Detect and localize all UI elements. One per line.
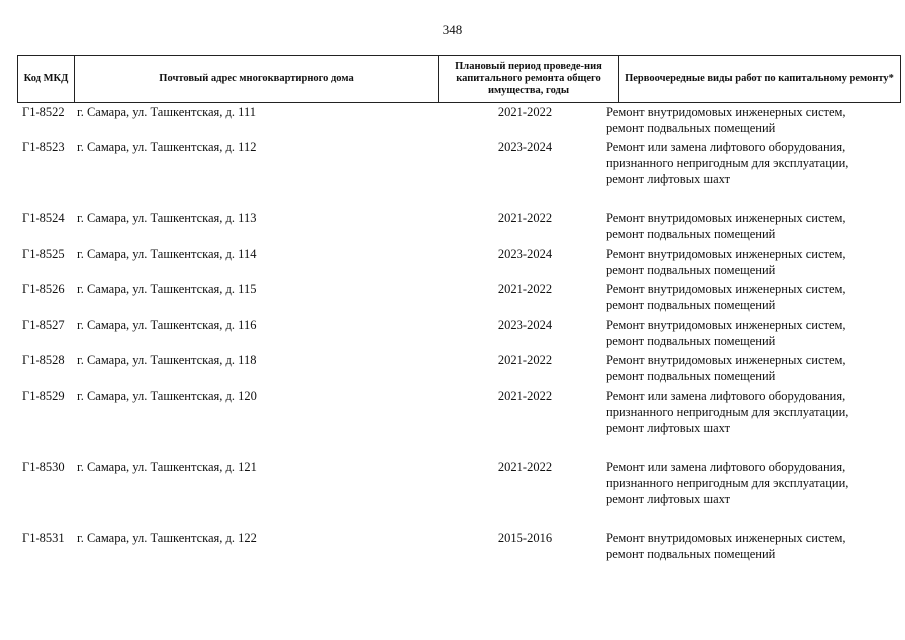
works-line: ремонт подвальных помещений (606, 547, 776, 561)
cell-works (606, 530, 846, 562)
works-line: Ремонт внутридомовых инженерных систем, (606, 105, 846, 119)
cell-works (606, 388, 848, 436)
cell-works (606, 317, 846, 349)
header-code: Код МКД (18, 56, 75, 103)
cell-address: г. Самара, ул. Ташкентская, д. 113 (77, 211, 257, 225)
cell-code: Г1-8530 (22, 460, 65, 474)
works-line: признанного непригодным для эксплуатации, (606, 405, 849, 419)
cell-period: 2021-2022 (497, 211, 553, 225)
cell-address: г. Самара, ул. Ташкентская, д. 115 (77, 282, 257, 296)
works-line: Ремонт или замена лифтового оборудования, (606, 140, 846, 154)
cell-period: 2015-2016 (497, 531, 553, 545)
works-line: Ремонт или замена лифтового оборудования, (606, 389, 846, 403)
works-line: ремонт подвальных помещений (606, 263, 776, 277)
cell-works (606, 281, 846, 313)
works-line: Ремонт внутридомовых инженерных систем, (606, 318, 846, 332)
cell-code: Г1-8527 (22, 318, 65, 332)
cell-address: г. Самара, ул. Ташкентская, д. 118 (77, 353, 257, 367)
cell-period: 2023-2024 (497, 140, 553, 154)
cell-period: 2021-2022 (497, 282, 553, 296)
works-line: ремонт подвальных помещений (606, 334, 776, 348)
works-line: Ремонт внутридомовых инженерных систем, (606, 211, 846, 225)
cell-works (606, 104, 846, 136)
cell-period: 2021-2022 (497, 353, 553, 367)
works-line: Ремонт внутридомовых инженерных систем, (606, 353, 846, 367)
cell-code: Г1-8523 (22, 140, 65, 154)
cell-works (606, 459, 848, 507)
works-line: Ремонт или замена лифтового оборудования, (606, 460, 846, 474)
works-line: Ремонт внутридомовых инженерных систем, (606, 531, 846, 545)
cell-address: г. Самара, ул. Ташкентская, д. 112 (77, 140, 257, 154)
cell-address: г. Самара, ул. Ташкентская, д. 111 (77, 105, 256, 119)
cell-address: г. Самара, ул. Ташкентская, д. 120 (77, 389, 257, 403)
cell-code: Г1-8529 (22, 389, 65, 403)
cell-address: г. Самара, ул. Ташкентская, д. 121 (77, 460, 257, 474)
works-line: ремонт лифтовых шахт (606, 492, 731, 506)
works-line: ремонт лифтовых шахт (606, 172, 731, 186)
cell-code: Г1-8531 (22, 531, 65, 545)
header-works: Первоочередные виды работ по капитальному ремонту* (619, 56, 901, 103)
cell-period: 2023-2024 (497, 247, 553, 261)
cell-code: Г1-8522 (22, 105, 65, 119)
cell-address: г. Самара, ул. Ташкентская, д. 116 (77, 318, 257, 332)
cell-works (606, 246, 846, 278)
works-line: ремонт подвальных помещений (606, 369, 776, 383)
works-line: Ремонт внутридомовых инженерных систем, (606, 247, 846, 261)
works-line: Ремонт внутридомовых инженерных систем, (606, 282, 846, 296)
header-address: Почтовый адрес многоквартирного дома (75, 56, 439, 103)
works-line: ремонт лифтовых шахт (606, 421, 731, 435)
cell-period: 2023-2024 (497, 318, 553, 332)
cell-code: Г1-8524 (22, 211, 65, 225)
cell-address: г. Самара, ул. Ташкентская, д. 114 (77, 247, 257, 261)
works-line: ремонт подвальных помещений (606, 227, 776, 241)
works-line: ремонт подвальных помещений (606, 298, 776, 312)
cell-period: 2021-2022 (497, 105, 553, 119)
cell-code: Г1-8525 (22, 247, 65, 261)
cell-code: Г1-8526 (22, 282, 65, 296)
cell-period: 2021-2022 (497, 460, 553, 474)
cell-address: г. Самара, ул. Ташкентская, д. 122 (77, 531, 257, 545)
page-number: 348 (442, 22, 463, 37)
cell-code: Г1-8528 (22, 353, 65, 367)
header-period: Плановый период проведе-ния капитального ремонта общего имущества, годы (439, 56, 619, 103)
cell-works (606, 210, 846, 242)
works-line: ремонт подвальных помещений (606, 121, 776, 135)
cell-works (606, 139, 848, 187)
works-line: признанного непригодным для эксплуатации, (606, 156, 849, 170)
cell-period: 2021-2022 (497, 389, 553, 403)
table-header (17, 55, 901, 103)
works-line: признанного непригодным для эксплуатации, (606, 476, 849, 490)
cell-works (606, 352, 846, 384)
